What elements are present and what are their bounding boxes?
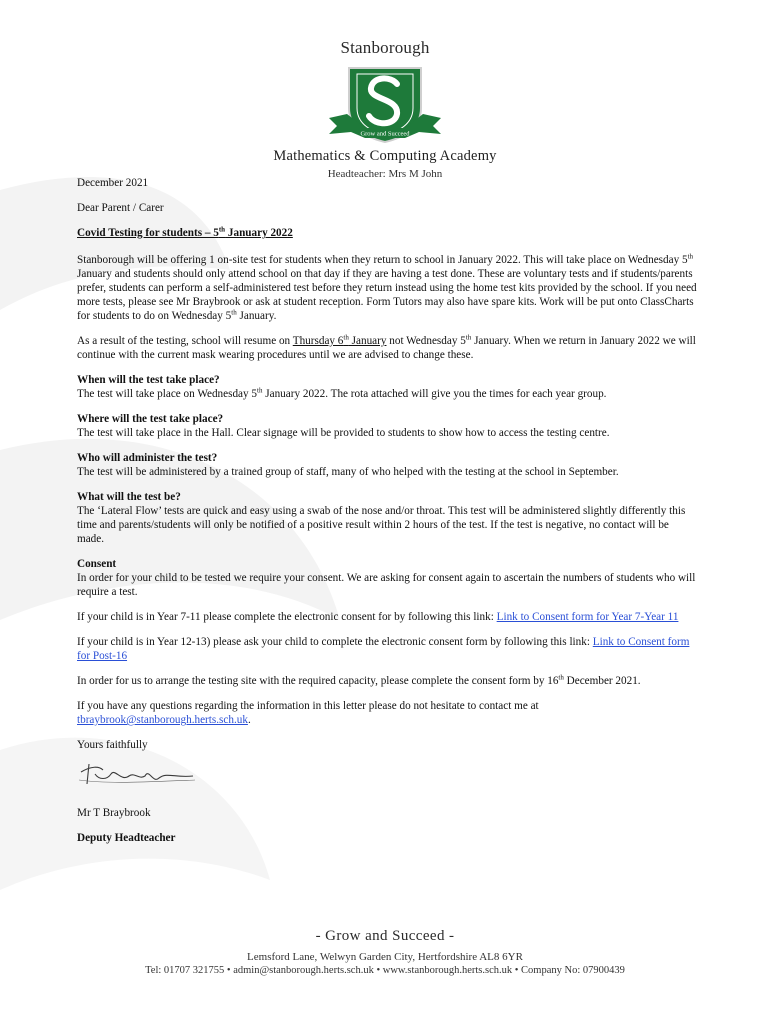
signer-name: Mr T Braybrook — [77, 807, 151, 819]
school-crest-icon — [325, 62, 445, 144]
faq-when: When will the test take place? The test will take place on Wednesday 5th January 2022. The rota attached will give you the times for each year group. — [77, 373, 697, 401]
paragraph-contact: If you have any questions regarding the information in this letter please do not hesitate to contact me at tbraybrook@stanborough.herts.sch.uk. — [77, 700, 539, 726]
paragraph-post16: If your child is in Year 12-13) please ask your child to complete the electronic consent form by following this link: Link to Consent form for Post-16 — [77, 636, 690, 662]
paragraph-intro: Stanborough will be offering 1 on-site test for students when they return to school in January 2022. This will take place on Wednesday 5th January and students should only attend school on that day if they are having a test done. These are voluntary tests and if students/parents prefer, students can perform a self-administered test before they return instead using the home test kits provided by the school. If you need more tests, please see Mr Braybrook or ask at student reception. Form Tutors may also have spare kits. Work will be put onto ClassCharts for students to do on Wednesday 5th January. — [77, 252, 697, 322]
question-heading: Where will the test take place? — [77, 413, 224, 425]
letterhead — [0, 38, 770, 180]
signer-role: Deputy Headteacher — [77, 832, 176, 844]
letter-date: December 2021 — [77, 177, 149, 189]
faq-what: What will the test be? The ‘Lateral Flow’ tests are quick and easy using a swab of the nose and/or throat. This test will be administered slightly differently this time and parents/students will only be notified of a positive result within 2 hours of the test. If the test is negative, no contact will be made. — [77, 490, 697, 546]
headteacher-line: Headteacher: Mrs M John — [327, 168, 443, 180]
closing: Yours faithfully — [77, 739, 148, 751]
letter-title: Covid Testing for students – 5th January 2022 — [77, 225, 293, 239]
footer-address: Lemsford Lane, Welwyn Garden City, Hertfordshire AL8 6YR — [247, 951, 523, 963]
question-heading: What will the test be? — [77, 491, 181, 503]
footer-contact: Tel: 01707 321755 • admin@stanborough.herts.sch.uk • www.stanborough.herts.sch.uk • Company No: 07900439 — [145, 965, 625, 976]
faq-who: Who will administer the test? The test will be administered by a trained group of staff, many of who helped with the testing at the school in September. — [77, 451, 697, 479]
salutation: Dear Parent / Carer — [77, 202, 164, 214]
consent-link-year7-11[interactable]: Link to Consent form for Year 7-Year 11 — [496, 611, 679, 623]
academy-name: Mathematics & Computing Academy — [273, 148, 497, 164]
email-link[interactable]: tbraybrook@stanborough.herts.sch.uk — [77, 714, 248, 726]
letter-body — [77, 176, 697, 856]
school-name: Stanborough — [340, 38, 430, 57]
paragraph-resume: As a result of the testing, school will resume on Thursday 6th January not Wednesday 5th January. When we return in January 2022 we will continue with the current mask wearing procedures until we are advised to change these. — [77, 333, 696, 361]
footer-motto: - Grow and Succeed - — [315, 928, 455, 944]
question-heading: When will the test take place? — [77, 374, 220, 386]
crest-banner-text: Grow and Succeed — [360, 130, 410, 138]
consent-link-post16[interactable]: Link to Consent form for Post-16 — [77, 636, 690, 662]
paragraph-deadline: In order for us to arrange the testing site with the required capacity, please complete the consent form by 16th December 2021. — [77, 673, 641, 687]
question-heading: Consent — [77, 558, 117, 570]
faq-where: Where will the test take place? The test will take place in the Hall. Clear signage will be provided to students to show how to access the testing centre. — [77, 412, 697, 440]
question-heading: Who will administer the test? — [77, 452, 218, 464]
consent-section: Consent In order for your child to be tested we require your consent. We are asking for consent again to ascertain the numbers of students who will require a test. — [77, 558, 696, 598]
letter-footer — [0, 928, 770, 976]
handwritten-signature — [77, 758, 197, 790]
paragraph-year7-11: If your child is in Year 7-11 please complete the electronic consent for by following this link: Link to Consent form for Year 7-Year 11 — [77, 611, 679, 623]
